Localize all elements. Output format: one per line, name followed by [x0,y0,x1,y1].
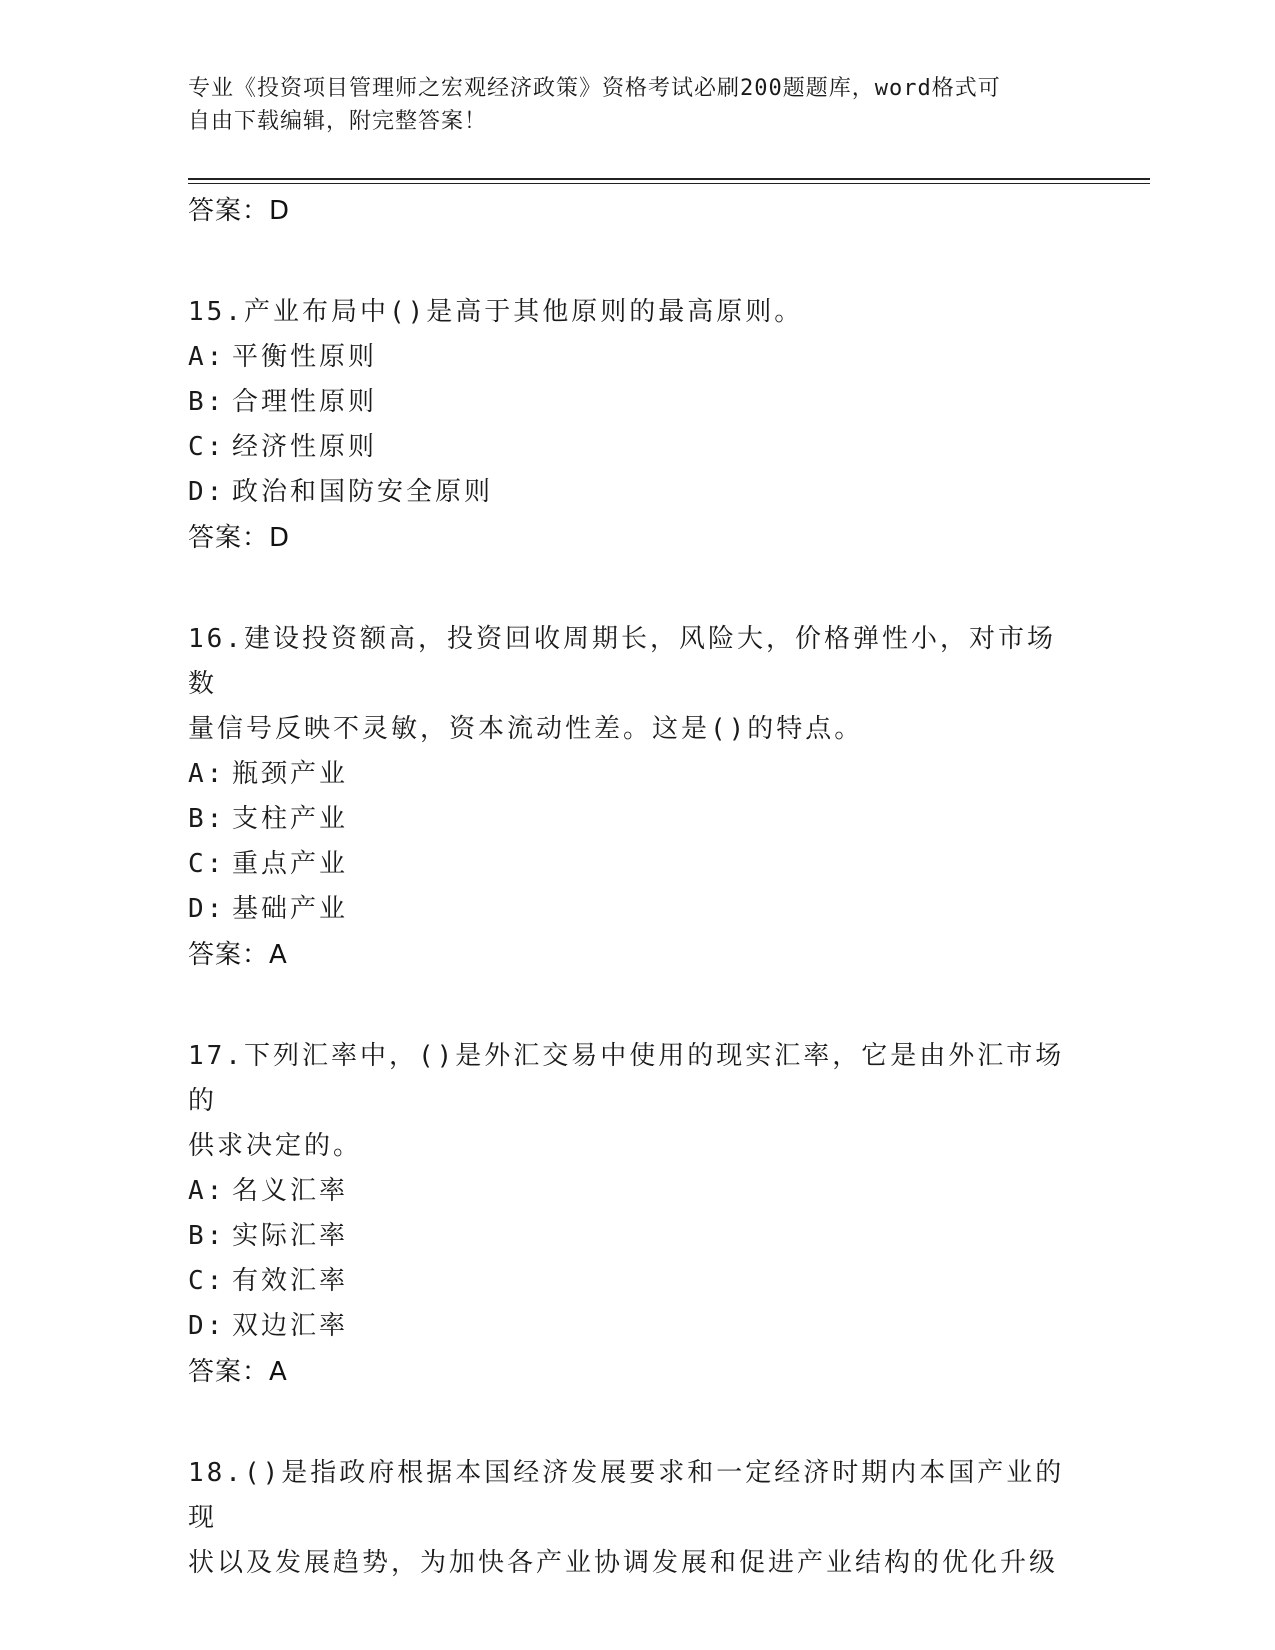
option-text: 支柱产业 [232,804,349,834]
stem-line: 17.下列汇率中，()是外汇交易中使用的现实汇率，它是由外汇市场的 [188,1041,1065,1116]
option-key: B: [188,387,226,417]
stem-line: 18.()是指政府根据本国经济发展要求和一定经济时期内本国产业的现 [188,1458,1065,1533]
option-text: 名义汇率 [232,1176,349,1206]
stem-line: 供求决定的。 [188,1131,363,1161]
option-b [188,1214,1068,1259]
option-key: A: [188,759,226,789]
option-a [188,1169,1068,1214]
option-key: D: [188,1311,226,1341]
option-d [188,1304,1068,1349]
option-c [188,1259,1068,1304]
option-text: 政治和国防安全原则 [232,477,494,507]
option-key: C: [188,1266,226,1296]
option-key: D: [188,477,226,507]
option-b [188,380,1068,425]
question-stem [188,1451,1068,1586]
question-stem [188,617,1068,752]
option-a [188,335,1068,380]
option-c [188,842,1068,887]
option-d [188,887,1068,932]
option-text: 实际汇率 [232,1221,349,1251]
option-b [188,797,1068,842]
option-d [188,470,1068,515]
option-key: B: [188,804,226,834]
question-18 [188,1451,1068,1586]
answer-line: 答案：A [188,940,288,970]
stem-line: 16.建设投资额高，投资回收周期长，风险大，价格弹性小，对市场数 [188,624,1056,699]
option-text: 平衡性原则 [232,342,378,372]
option-text: 双边汇率 [232,1311,349,1341]
option-key: A: [188,342,226,372]
option-text: 经济性原则 [232,432,378,462]
header-divider-thin [188,183,1150,184]
stem-line: 状以及发展趋势，为加快各产业协调发展和促进产业结构的优化升级 [188,1548,1059,1578]
document-header [188,72,1068,138]
answer-line: 答案：D [188,196,291,226]
question-stem [188,1034,1068,1169]
option-a [188,752,1068,797]
question-15 [188,290,1068,561]
option-key: B: [188,1221,226,1251]
question-stem [188,290,1068,335]
stem-line: 量信号反映不灵敏，资本流动性差。这是()的特点。 [188,714,864,744]
option-text: 重点产业 [232,849,349,879]
question-16 [188,617,1068,978]
option-key: D: [188,894,226,924]
option-key: A: [188,1176,226,1206]
header-line-1: 专业《投资项目管理师之宏观经济政策》资格考试必刷200题题库，word格式可 [188,76,1001,101]
header-divider-thick [188,178,1150,180]
option-text: 基础产业 [232,894,349,924]
option-text: 瓶颈产业 [232,759,349,789]
header-line-2: 自由下载编辑，附完整答案！ [188,109,488,134]
question-17 [188,1034,1068,1395]
answer-line: 答案：A [188,1357,288,1387]
option-text: 合理性原则 [232,387,378,417]
option-text: 有效汇率 [232,1266,349,1296]
option-c [188,425,1068,470]
answer-line: 答案：D [188,523,291,553]
document-body [188,188,1068,1586]
option-key: C: [188,849,226,879]
option-key: C: [188,432,226,462]
stem-line: 15.产业布局中()是高于其他原则的最高原则。 [188,297,804,327]
